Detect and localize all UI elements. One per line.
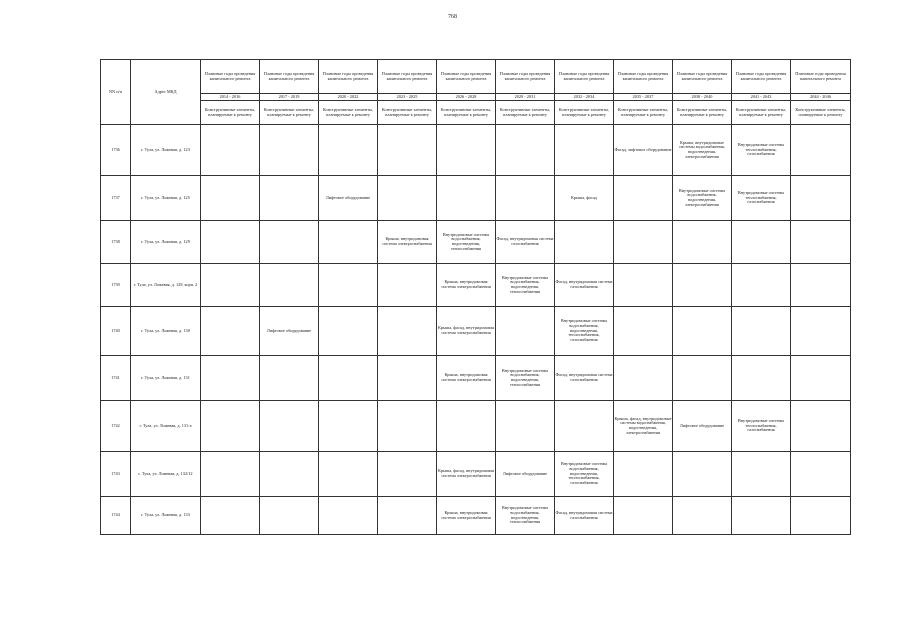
repair-work-cell [614,307,673,356]
work-title-header: Конструктивные элементы, планируемые к ремонту [378,101,437,125]
repair-work-cell: Фасад, внутридомовая система газоснабжения [555,356,614,401]
row-address: г. Тула, ул. Ложевая, д. 125 [131,176,201,221]
repair-work-cell [260,125,319,176]
row-number: 1744 [101,497,131,535]
repair-work-cell [378,264,437,307]
repair-work-cell [378,125,437,176]
repair-work-cell [437,401,496,452]
repair-work-cell [614,497,673,535]
repair-work-cell [732,264,791,307]
repair-work-cell: Крыша, фасад, внутридомовая система электроснабжения [437,452,496,497]
repair-work-cell [319,221,378,264]
repair-work-cell: Внутридомовые системы теплоснабжения, газоснабжения [732,176,791,221]
repair-work-cell: Крыша, внутридомовая система электроснабжения [378,221,437,264]
repair-work-cell [260,176,319,221]
period-years-header: 2041 - 2043 [732,94,791,101]
repair-work-cell [673,356,732,401]
period-years-header: 2023 - 2025 [378,94,437,101]
row-number: 1743 [101,452,131,497]
repair-work-cell [319,264,378,307]
repair-work-cell [614,221,673,264]
repair-work-cell: Крыша, фасад, внутридомовая система электроснабжения [437,307,496,356]
period-years-header: 2038 - 2040 [673,94,732,101]
row-address: г. Тула, ул. Ложевая, д. 123 [131,125,201,176]
page-number: 768 [448,14,457,20]
repair-work-cell [319,307,378,356]
period-title-header: Плановые годы проведения капитального ремонта [614,60,673,94]
work-title-header: Конструктивные элементы, планируемые к ремонту [496,101,555,125]
row-number: 1736 [101,125,131,176]
repair-work-cell: Крыша, внутридомовая система электроснабжения [437,356,496,401]
row-address: г. Тула, ул. Ложевая, д. 129 [131,221,201,264]
repair-work-cell [201,307,260,356]
period-years-header: 2020 - 2022 [319,94,378,101]
period-years-header: 2032 - 2034 [555,94,614,101]
repair-work-cell [201,125,260,176]
table-row [101,401,851,452]
repair-work-cell [614,264,673,307]
repair-work-cell [201,356,260,401]
table-row [101,307,851,356]
period-title-header: Плановые годы проведения капитального ремонта [791,60,851,94]
repair-work-cell [378,452,437,497]
repair-work-cell [732,452,791,497]
row-number: 1738 [101,221,131,264]
repair-work-cell [791,356,851,401]
repair-work-cell [673,221,732,264]
period-title-header: Плановые годы проведения капитального ремонта [319,60,378,94]
repair-work-cell [791,176,851,221]
period-title-header: Плановые годы проведения капитального ремонта [201,60,260,94]
table-row [101,176,851,221]
table-row [101,452,851,497]
repair-work-cell [614,176,673,221]
repair-work-cell: Крыша, внутридомовая система электроснабжения [437,497,496,535]
repair-work-cell [614,452,673,497]
repair-work-cell: Фасад, внутридомовая система газоснабжения [496,221,555,264]
repair-work-cell [319,356,378,401]
period-title-header: Плановые годы проведения капитального ремонта [437,60,496,94]
repair-work-cell: Крыша, внутридомовые системы водоснабжения, водоотведения, электроснабжения [673,125,732,176]
period-title-header: Плановые годы проведения капитального ремонта [555,60,614,94]
repair-work-cell [378,356,437,401]
repair-work-cell [791,452,851,497]
repair-work-cell: Внутридомовые системы водоснабжения, водоотведения, теплоснабжения [496,497,555,535]
work-title-header: Конструктивные элементы, планируемые к ремонту [791,101,851,125]
work-title-header: Конструктивные элементы, планируемые к ремонту [260,101,319,125]
repair-work-cell [791,307,851,356]
work-title-header: Конструктивные элементы, планируемые к ремонту [319,101,378,125]
repair-work-cell [732,307,791,356]
repair-work-cell [201,452,260,497]
repair-work-cell [378,307,437,356]
repair-work-cell [496,401,555,452]
work-title-header: Конструктивные элементы, планируемые к ремонту [555,101,614,125]
repair-work-cell [732,497,791,535]
period-years-header: 2014 - 2016 [201,94,260,101]
period-years-header: 2035 - 2037 [614,94,673,101]
row-address: г. Тула, ул. Ложевая, д. 131 [131,356,201,401]
repair-work-cell [555,221,614,264]
table-row [101,125,851,176]
repair-work-cell: Крыша, фасад [555,176,614,221]
repair-work-cell [791,125,851,176]
row-number: 1741 [101,356,131,401]
row-address: г. Тула, ул. Ложевая, д. 130 [131,307,201,356]
repair-work-cell [437,176,496,221]
repair-work-cell: Крыша, фасад, внутридомовые системы водоснабжения, водоотведения, электроснабжения [614,401,673,452]
repair-work-cell [201,176,260,221]
repair-work-cell [791,264,851,307]
repair-work-cell [260,221,319,264]
repair-work-cell: Внутридомовые системы теплоснабжения, газоснабжения [732,125,791,176]
row-address: г. Тула, ул. Ложевая, д. 131-а [131,401,201,452]
period-title-header: Плановые годы проведения капитального ремонта [732,60,791,94]
repair-work-cell: Внутридомовые системы водоснабжения, водоотведения, электроснабжения [673,176,732,221]
work-title-header: Конструктивные элементы, планируемые к ремонту [614,101,673,125]
repair-work-cell [201,401,260,452]
repair-work-cell: Внутридомовые системы водоснабжения, водоотведения, теплоснабжения [496,356,555,401]
repair-work-cell [260,264,319,307]
work-title-header: Конструктивные элементы, планируемые к ремонту [732,101,791,125]
repair-work-cell [496,176,555,221]
work-title-header: Конструктивные элементы, планируемые к ремонту [437,101,496,125]
repair-work-cell: Внутридомовые системы водоснабжения, водоотведения, теплоснабжения [496,264,555,307]
repair-work-cell [378,176,437,221]
repair-work-cell [673,307,732,356]
repair-work-cell: Фасад, внутридомовая система газоснабжения [555,264,614,307]
repair-work-cell [791,221,851,264]
repair-work-cell [437,125,496,176]
row-number: 1740 [101,307,131,356]
table-row [101,264,851,307]
repair-work-cell: Внутридомовые системы водоснабжения, водоотведения, теплоснабжения, газоснабжения [555,452,614,497]
repair-work-cell: Фасад, внутридомовая система газоснабжения [555,497,614,535]
repair-work-cell [319,401,378,452]
repair-work-cell: Лифтовое оборудование [319,176,378,221]
repair-work-cell [260,356,319,401]
table-row [101,356,851,401]
repair-work-cell [496,125,555,176]
repair-work-cell: Лифтовое оборудование [496,452,555,497]
repair-work-cell [260,452,319,497]
repair-work-cell [732,356,791,401]
repair-work-cell [260,401,319,452]
repair-work-cell [201,264,260,307]
repair-work-cell: Лифтовое оборудование [673,401,732,452]
repair-work-cell [319,497,378,535]
repair-work-cell [791,497,851,535]
repair-work-cell [319,125,378,176]
repair-work-cell [673,497,732,535]
repair-work-cell [201,221,260,264]
repair-work-cell: Лифтовое оборудование [260,307,319,356]
repair-work-cell [673,452,732,497]
period-title-header: Плановые годы проведения капитального ремонта [260,60,319,94]
repair-work-cell: Внутридомовые системы водоснабжения, водоотведения, теплоснабжения, газоснабжения [555,307,614,356]
column-header-nn: NN п/п [101,60,131,125]
work-title-header: Конструктивные элементы, планируемые к ремонту [201,101,260,125]
repair-work-cell [614,356,673,401]
work-title-header: Конструктивные элементы, планируемые к ремонту [673,101,732,125]
period-title-header: Плановые годы проведения капитального ремонта [378,60,437,94]
period-years-header: 2017 - 2019 [260,94,319,101]
repair-work-cell: Крыша, внутридомовая система электроснабжения [437,264,496,307]
repair-work-cell [791,401,851,452]
repair-work-cell [555,125,614,176]
repair-work-cell [673,264,732,307]
period-title-header: Плановые годы проведения капитального ремонта [673,60,732,94]
repair-work-cell [378,497,437,535]
row-number: 1739 [101,264,131,307]
period-years-header: 2044 - 2046 [791,94,851,101]
repair-work-cell [260,497,319,535]
repair-work-cell [732,221,791,264]
table-row [101,221,851,264]
row-number: 1742 [101,401,131,452]
repair-work-cell [378,401,437,452]
row-address: г. Тула, ул. Ложевая, д. 133 [131,497,201,535]
repair-work-cell [201,497,260,535]
repair-work-cell: Внутридомовые системы водоснабжения, водоотведения, теплоснабжения [437,221,496,264]
repair-work-cell: Фасад, лифтовое оборудование [614,125,673,176]
period-title-header: Плановые годы проведения капитального ремонта [496,60,555,94]
repair-work-cell [496,307,555,356]
capital-repair-table [100,59,851,535]
row-address: г. Тула, ул. Ложевая, д. 132/12 [131,452,201,497]
repair-work-cell [319,452,378,497]
row-number: 1737 [101,176,131,221]
row-address: г. Тула, ул. Ложевая, д. 129, корп. 2 [131,264,201,307]
repair-work-cell [555,401,614,452]
period-years-header: 2026 - 2028 [437,94,496,101]
repair-work-cell: Внутридомовые системы теплоснабжения, газоснабжения [732,401,791,452]
table-row [101,497,851,535]
period-years-header: 2029 - 2031 [496,94,555,101]
column-header-address: Адрес МКД [131,60,201,125]
